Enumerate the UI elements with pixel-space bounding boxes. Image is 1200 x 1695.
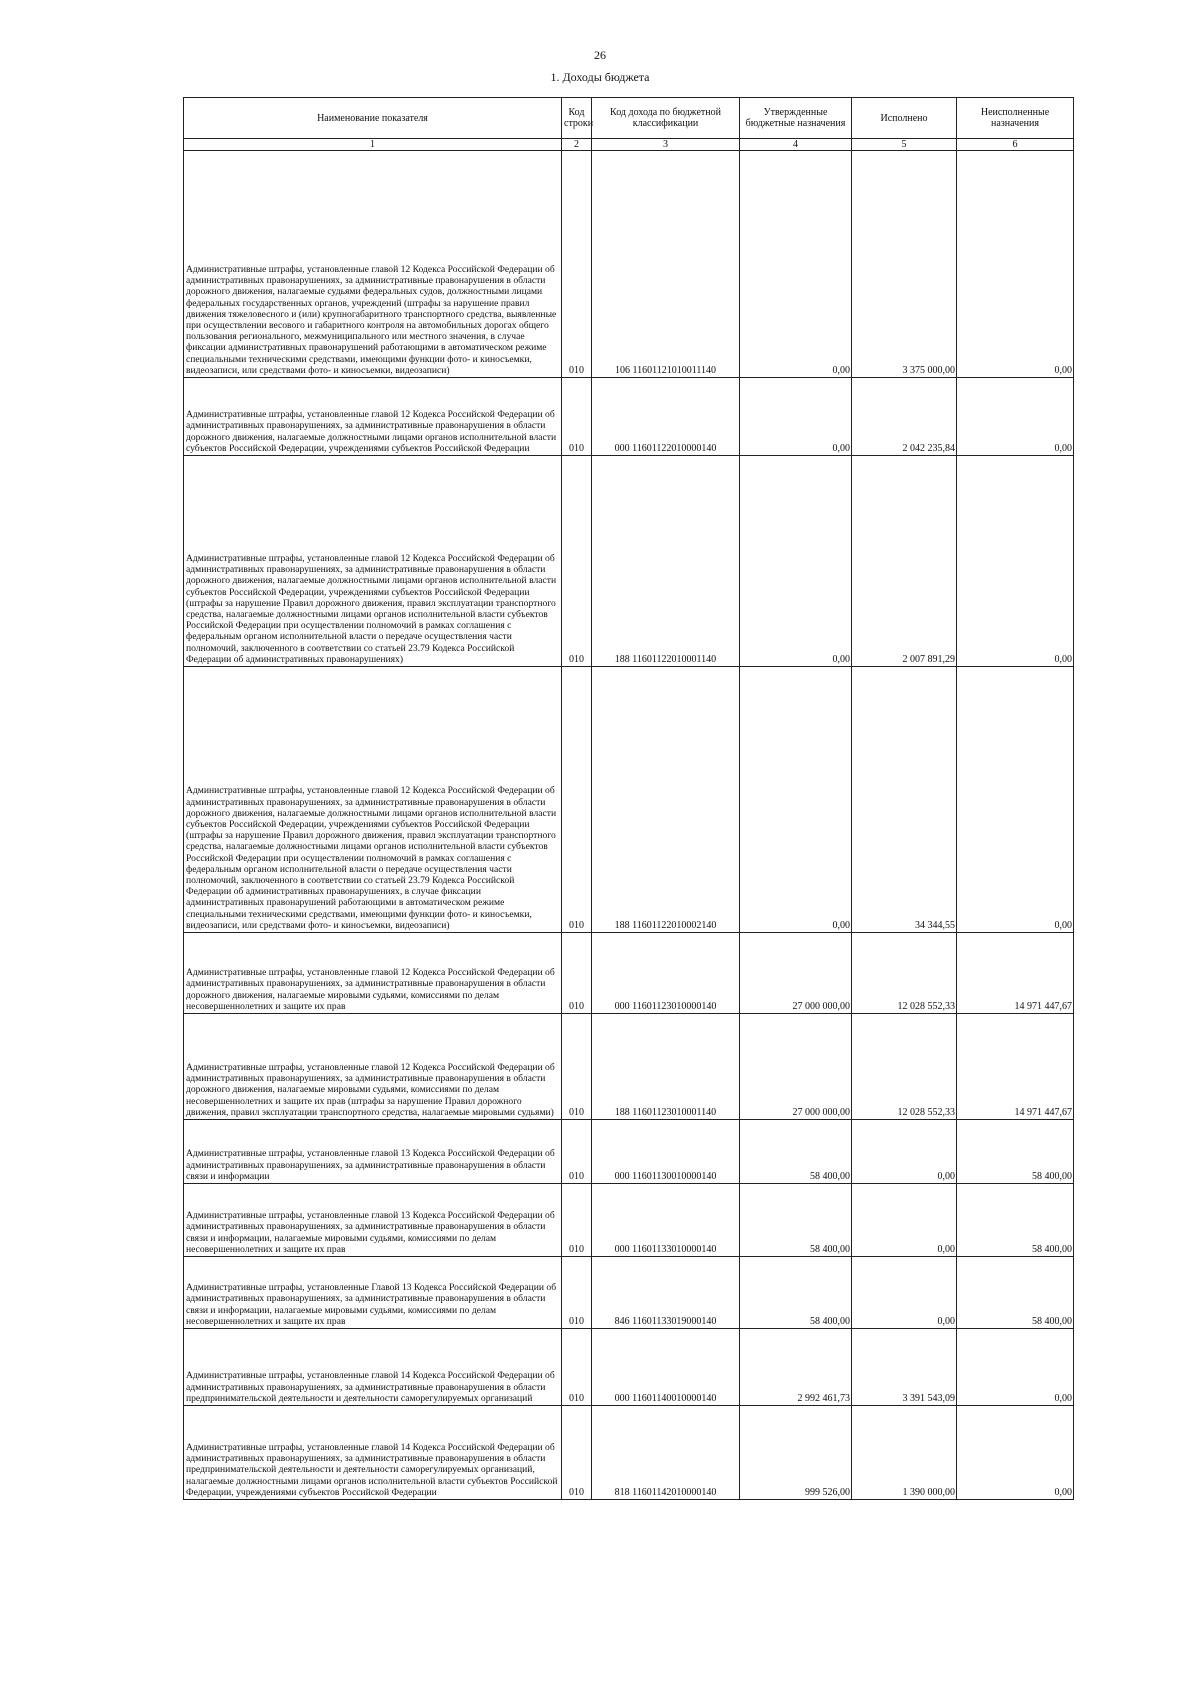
table-row [184,151,1074,378]
table-row [184,1257,1074,1329]
indicator-name: Административные штрафы, установленные главой 14 Кодекса Российской Федерации об административных правонарушениях, за административные правонарушения в области предпринимательской деятельности и деятельности саморегулируемых организаций, налагаемые должностными лицами органов исполнительной власти субъектов Российской Федерации, учреждениями субъектов Российской Федерации [184,1406,562,1500]
unexecuted-value: 58 400,00 [957,1184,1074,1257]
indicator-name: Административные штрафы, установленные главой 12 Кодекса Российской Федерации об административных правонарушениях, за административные правонарушения в области дорожного движения, налагаемые мировыми судьями, комиссиями по делам несовершеннолетних и защите их прав (штрафы за нарушение Правил дорожного движения, правил эксплуатации транспортного средства, налагаемые мировыми судьями) [184,1014,562,1120]
indicator-name: Административные штрафы, установленные главой 12 Кодекса Российской Федерации об административных правонарушениях, за административные правонарушения в области дорожного движения, налагаемые должностными лицами органов исполнительной власти субъектов Российской Федерации, учреждениями субъектов Российской Федерации (штрафы за нарушение Правил дорожного движения, правил эксплуатации транспортного средства, налагаемые должностными лицами органов исполнительной власти субъектов Российской Федерации при осуществлении полномочий в рамках соглашения с федеральным органом исполнительной власти о передаче осуществления части полномочий, заключенного в соответствии со статьей 23.79 Кодекса Российской Федерации об административных правонарушениях, в случае фиксации административных правонарушений работающими в автоматическом режиме специальными техническими средствами, имеющими функции фото- и киносъемки, видеозаписи, или средствами фото- и киносъемки, видеозаписи) [184,667,562,933]
executed-value: 2 042 235,84 [852,378,957,456]
approved-value: 0,00 [740,378,852,456]
table-row [184,1329,1074,1406]
indicator-name: Административные штрафы, установленные главой 12 Кодекса Российской Федерации об административных правонарушениях, за административные правонарушения в области дорожного движения, налагаемые судьями федеральных судов, должностными лицами федеральных государственных органов, учреждений (штрафы за нарушение правил движения тяжеловесного и (или) крупногабаритного транспортного средства, выявленные при осуществлении весового и габаритного контроля на автомобильных дорогах общего пользования регионального, межмуниципального или местного значения, в случае фиксации административных правонарушений работающими в автоматическом режиме специальными техническими средствами, имеющими функции фото- и киносъемки, видеозаписи, или средствами фото- и киносъемки, видеозаписи) [184,151,562,378]
unexecuted-value: 0,00 [957,667,1074,933]
income-code: 000 11601123010000140 [592,933,740,1014]
approved-value: 58 400,00 [740,1184,852,1257]
col-header-unexecuted: Неисполненные назначения [957,98,1074,139]
table-row [184,378,1074,456]
table-row [184,456,1074,667]
page-number: 26 [594,48,606,62]
approved-value: 58 400,00 [740,1257,852,1329]
row-code: 010 [562,1014,592,1120]
column-number-row [184,139,1074,151]
executed-value: 3 391 543,09 [852,1329,957,1406]
approved-value: 999 526,00 [740,1406,852,1500]
indicator-name: Административные штрафы, установленные главой 12 Кодекса Российской Федерации об административных правонарушениях, за административные правонарушения в области дорожного движения, налагаемые должностными лицами органов исполнительной власти субъектов Российской Федерации, учреждениями субъектов Российской Федерации (штрафы за нарушение Правил дорожного движения, правил эксплуатации транспортного средства, налагаемые должностными лицами органов исполнительной власти субъектов Российской Федерации при осуществлении полномочий в рамках соглашения с федеральным органом исполнительной власти о передаче осуществления части полномочий, заключенного в соответствии со статьей 23.79 Кодекса Российской Федерации об административных правонарушениях) [184,456,562,667]
unexecuted-value: 58 400,00 [957,1120,1074,1184]
indicator-name: Административные штрафы, установленные главой 13 Кодекса Российской Федерации об административных правонарушениях, за административные правонарушения в области связи и информации, налагаемые мировыми судьями, комиссиями по делам несовершеннолетних и защите их прав [184,1184,562,1257]
executed-value: 0,00 [852,1120,957,1184]
col-header-row-code: Код строки [562,98,592,139]
row-code: 010 [562,456,592,667]
executed-value: 0,00 [852,1257,957,1329]
col-number: 6 [957,139,1074,151]
income-code: 188 11601123010001140 [592,1014,740,1120]
unexecuted-value: 0,00 [957,456,1074,667]
row-code: 010 [562,378,592,456]
table-row [184,933,1074,1014]
income-code: 106 11601121010011140 [592,151,740,378]
row-code: 010 [562,1120,592,1184]
approved-value: 2 992 461,73 [740,1329,852,1406]
executed-value: 2 007 891,29 [852,456,957,667]
executed-value: 0,00 [852,1184,957,1257]
executed-value: 12 028 552,33 [852,933,957,1014]
row-code: 010 [562,667,592,933]
table-row [184,1014,1074,1120]
table-row [184,1406,1074,1500]
approved-value: 0,00 [740,456,852,667]
table-row [184,1184,1074,1257]
unexecuted-value: 14 971 447,67 [957,933,1074,1014]
budget-income-table [183,97,1074,1500]
col-header-name: Наименование показателя [184,98,562,139]
income-code: 818 11601142010000140 [592,1406,740,1500]
table-row [184,1120,1074,1184]
executed-value: 34 344,55 [852,667,957,933]
unexecuted-value: 0,00 [957,378,1074,456]
income-code: 188 11601122010002140 [592,667,740,933]
col-header-executed: Исполнено [852,98,957,139]
indicator-name: Административные штрафы, установленные главой 14 Кодекса Российской Федерации об административных правонарушениях, за административные правонарушения в области предпринимательской деятельности и деятельности саморегулируемых организаций [184,1329,562,1406]
row-code: 010 [562,933,592,1014]
income-code: 000 11601133010000140 [592,1184,740,1257]
approved-value: 0,00 [740,667,852,933]
income-code: 846 11601133019000140 [592,1257,740,1329]
indicator-name: Административные штрафы, установленные главой 13 Кодекса Российской Федерации об административных правонарушениях, за административные правонарушения в области связи и информации [184,1120,562,1184]
indicator-name: Административные штрафы, установленные главой 12 Кодекса Российской Федерации об административных правонарушениях, за административные правонарушения в области дорожного движения, налагаемые должностными лицами органов исполнительной власти субъектов Российской Федерации, учреждениями субъектов Российской Федерации [184,378,562,456]
executed-value: 3 375 000,00 [852,151,957,378]
unexecuted-value: 58 400,00 [957,1257,1074,1329]
income-code: 000 11601130010000140 [592,1120,740,1184]
col-number: 4 [740,139,852,151]
table-row [184,667,1074,933]
unexecuted-value: 0,00 [957,1406,1074,1500]
indicator-name: Административные штрафы, установленные Главой 13 Кодекса Российской Федерации об административных правонарушениях, за административные правонарушения в области связи и информации, налагаемые мировыми судьями, комиссиями по делам несовершеннолетних и защите их прав [184,1257,562,1329]
col-number: 1 [184,139,562,151]
approved-value: 0,00 [740,151,852,378]
income-code: 000 11601122010000140 [592,378,740,456]
row-code: 010 [562,151,592,378]
approved-value: 27 000 000,00 [740,1014,852,1120]
row-code: 010 [562,1329,592,1406]
row-code: 010 [562,1257,592,1329]
executed-value: 1 390 000,00 [852,1406,957,1500]
row-code: 010 [562,1184,592,1257]
unexecuted-value: 14 971 447,67 [957,1014,1074,1120]
col-number: 2 [562,139,592,151]
row-code: 010 [562,1406,592,1500]
col-header-income-code: Код дохода по бюджетной классификации [592,98,740,139]
col-number: 5 [852,139,957,151]
header-row [184,98,1074,139]
indicator-name: Административные штрафы, установленные главой 12 Кодекса Российской Федерации об административных правонарушениях, за административные правонарушения в области дорожного движения, налагаемые мировыми судьями, комиссиями по делам несовершеннолетних и защите их прав [184,933,562,1014]
col-header-approved: Утвержденные бюджетные назначения [740,98,852,139]
approved-value: 58 400,00 [740,1120,852,1184]
income-code: 188 11601122010001140 [592,456,740,667]
unexecuted-value: 0,00 [957,1329,1074,1406]
table-title: 1. Доходы бюджета [550,70,650,84]
approved-value: 27 000 000,00 [740,933,852,1014]
unexecuted-value: 0,00 [957,151,1074,378]
income-code: 000 11601140010000140 [592,1329,740,1406]
executed-value: 12 028 552,33 [852,1014,957,1120]
col-number: 3 [592,139,740,151]
